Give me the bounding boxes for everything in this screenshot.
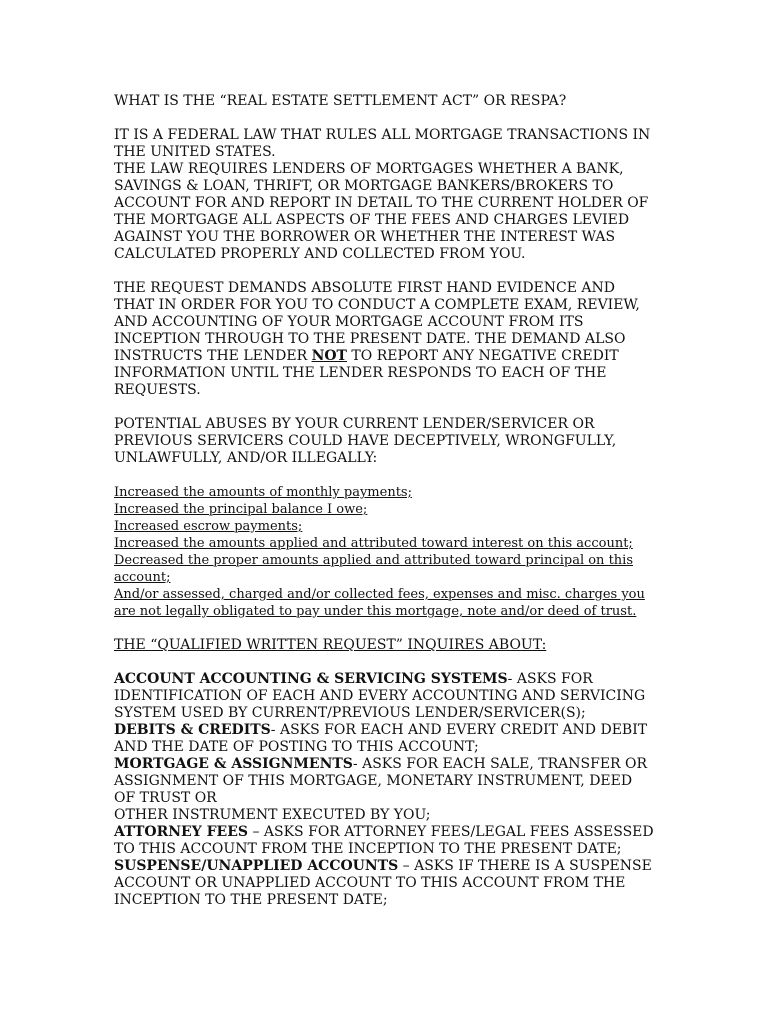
intro-paragraph-2: THE LAW REQUIRES LENDERS OF MORTGAGES WHETHER A BANK, SAVINGS & LOAN, THRIFT, OR MORTGAGE BANKERS/BROKERS TO ACCOUNT FOR AND REPORT IN DETAIL TO THE CURRENT HOLDER OF THE MORTGAGE ALL ASPECTS OF THE FEES AND CHARGES LEVIED AGAINST YOU THE BORROWER OR WHETHER THE INTEREST WAS CALCULATED PROPERLY AND COLLECTED FROM YOU. xyxy=(114,161,649,262)
qwr-item-mortgage-assignments xyxy=(114,756,654,807)
abuses-intro: POTENTIAL ABUSES BY YOUR CURRENT LENDER/SERVICER OR PREVIOUS SERVICERS COULD HAVE DECEPTIVELY, WRONGFULLY, UNLAWFULLY, AND/OR ILLEGALLY: xyxy=(114,416,617,466)
qwr-item-debits-credits xyxy=(114,722,654,756)
document-page xyxy=(114,93,654,909)
qwr-item-desc: - ASKS FOR EACH SALE, TRANSFER OR ASSIGNMENT OF THIS MORTGAGE, MONETARY INSTRUMENT, DEED OF TRUST OR xyxy=(114,756,648,806)
qwr-item-suspense-accounts xyxy=(114,858,654,909)
abuse-item: Increased the amounts of monthly payments; xyxy=(114,485,412,500)
qwr-item-term: ATTORNEY FEES xyxy=(114,824,248,840)
abuse-item: Increased escrow payments; xyxy=(114,519,303,534)
request-emphasis: NOT xyxy=(311,348,347,364)
qwr-item-desc: - ASKS FOR EACH AND EVERY CREDIT AND DEBIT AND THE DATE OF POSTING TO THIS ACCOUNT; xyxy=(114,722,648,755)
abuses-list xyxy=(114,484,654,620)
qwr-item-term: DEBITS & CREDITS xyxy=(114,722,271,738)
abuse-item: Increased the amounts applied and attributed toward interest on this account; xyxy=(114,536,633,551)
qwr-item-mortgage-assignments-extra: OTHER INSTRUMENT EXECUTED BY YOU; xyxy=(114,807,431,823)
qwr-heading: THE “QUALIFIED WRITTEN REQUEST” INQUIRES ABOUT: xyxy=(114,637,547,653)
qwr-item-term: ACCOUNT ACCOUNTING & SERVICING SYSTEMS xyxy=(114,671,508,687)
abuse-item: Increased the principal balance I owe; xyxy=(114,502,368,517)
intro-paragraph-1: IT IS A FEDERAL LAW THAT RULES ALL MORTGAGE TRANSACTIONS IN THE UNITED STATES. xyxy=(114,127,651,160)
request-paragraph xyxy=(114,280,654,399)
qwr-item-desc: – ASKS IF THERE IS A SUSPENSE ACCOUNT OR UNAPPLIED ACCOUNT TO THIS ACCOUNT FROM THE INCEPTION TO THE PRESENT DATE; xyxy=(114,858,652,908)
request-text-after: TO REPORT ANY NEGATIVE CREDIT INFORMATION UNTIL THE LENDER RESPONDS TO EACH OF THE REQUESTS. xyxy=(114,348,619,398)
qwr-item-account-systems xyxy=(114,671,654,722)
request-text-before: THE REQUEST DEMANDS ABSOLUTE FIRST HAND EVIDENCE AND THAT IN ORDER FOR YOU TO CONDUCT A COMPLETE EXAM, REVIEW, AND ACCOUNTING OF YOUR MORTGAGE ACCOUNT FROM ITS INCEPTION THROUGH TO THE PRESENT DATE. THE DEMAND ALSO INSTRUCTS THE LENDER xyxy=(114,280,640,364)
abuse-item: Decreased the proper amounts applied and attributed toward principal on this account; xyxy=(114,553,633,585)
qwr-item-term: SUSPENSE/UNAPPLIED ACCOUNTS xyxy=(114,858,399,874)
qwr-item-term: MORTGAGE & ASSIGNMENTS xyxy=(114,756,353,772)
qwr-item-desc: – ASKS FOR ATTORNEY FEES/LEGAL FEES ASSESSED TO THIS ACCOUNT FROM THE INCEPTION TO THE PRESENT DATE; xyxy=(114,824,654,857)
qwr-item-attorney-fees xyxy=(114,824,654,858)
qwr-items xyxy=(114,671,654,909)
qwr-item-desc: - ASKS FOR IDENTIFICATION OF EACH AND EVERY ACCOUNTING AND SERVICING SYSTEM USED BY CURRENT/PREVIOUS LENDER/SERVICER(S); xyxy=(114,671,646,721)
document-heading: WHAT IS THE “REAL ESTATE SETTLEMENT ACT” OR RESPA? xyxy=(114,93,567,109)
abuse-item: And/or assessed, charged and/or collected fees, expenses and misc. charges you are not legally obligated to pay under this mortgage, note and/or deed of trust. xyxy=(114,587,645,619)
